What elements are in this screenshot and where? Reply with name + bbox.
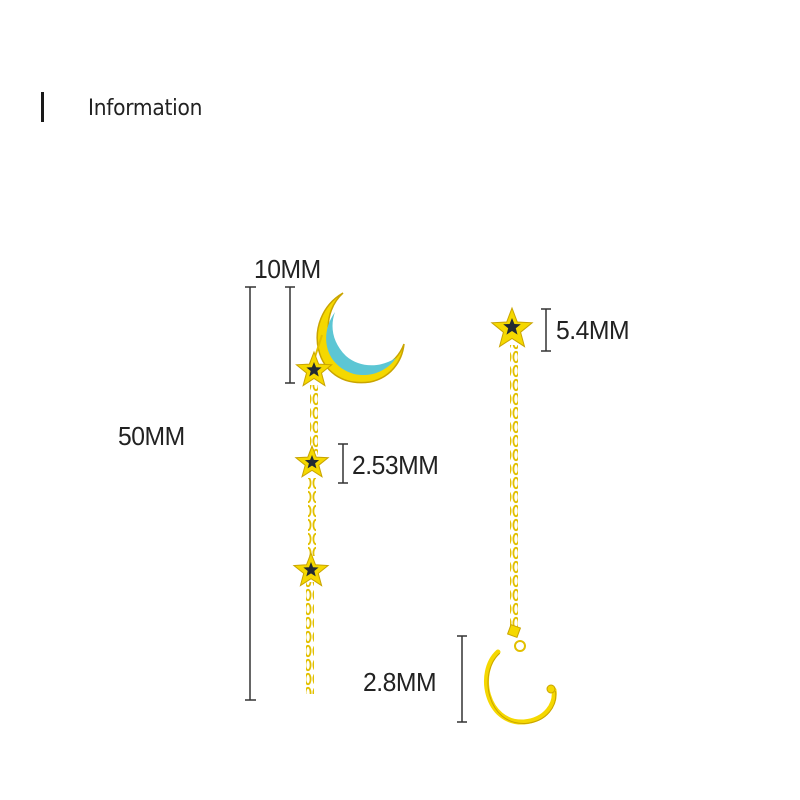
- crescent-hoop: [486, 625, 555, 724]
- page-title: Information: [88, 96, 203, 121]
- hoop-size-label: 2.8MM: [363, 667, 437, 697]
- left-chain: [306, 385, 318, 694]
- star-charm-3: [294, 553, 328, 586]
- total-length-label: 50MM: [118, 421, 185, 451]
- top-star-size-label: 5.4MM: [556, 315, 630, 345]
- top-star-stud: [492, 308, 532, 347]
- dimension-lines: [245, 287, 551, 722]
- moon-charm: [314, 293, 404, 383]
- small-star-size-label: 2.53MM: [352, 450, 439, 480]
- right-chain: [510, 345, 518, 627]
- star-charm-2: [296, 446, 328, 477]
- moon-width-label: 10MM: [254, 254, 321, 284]
